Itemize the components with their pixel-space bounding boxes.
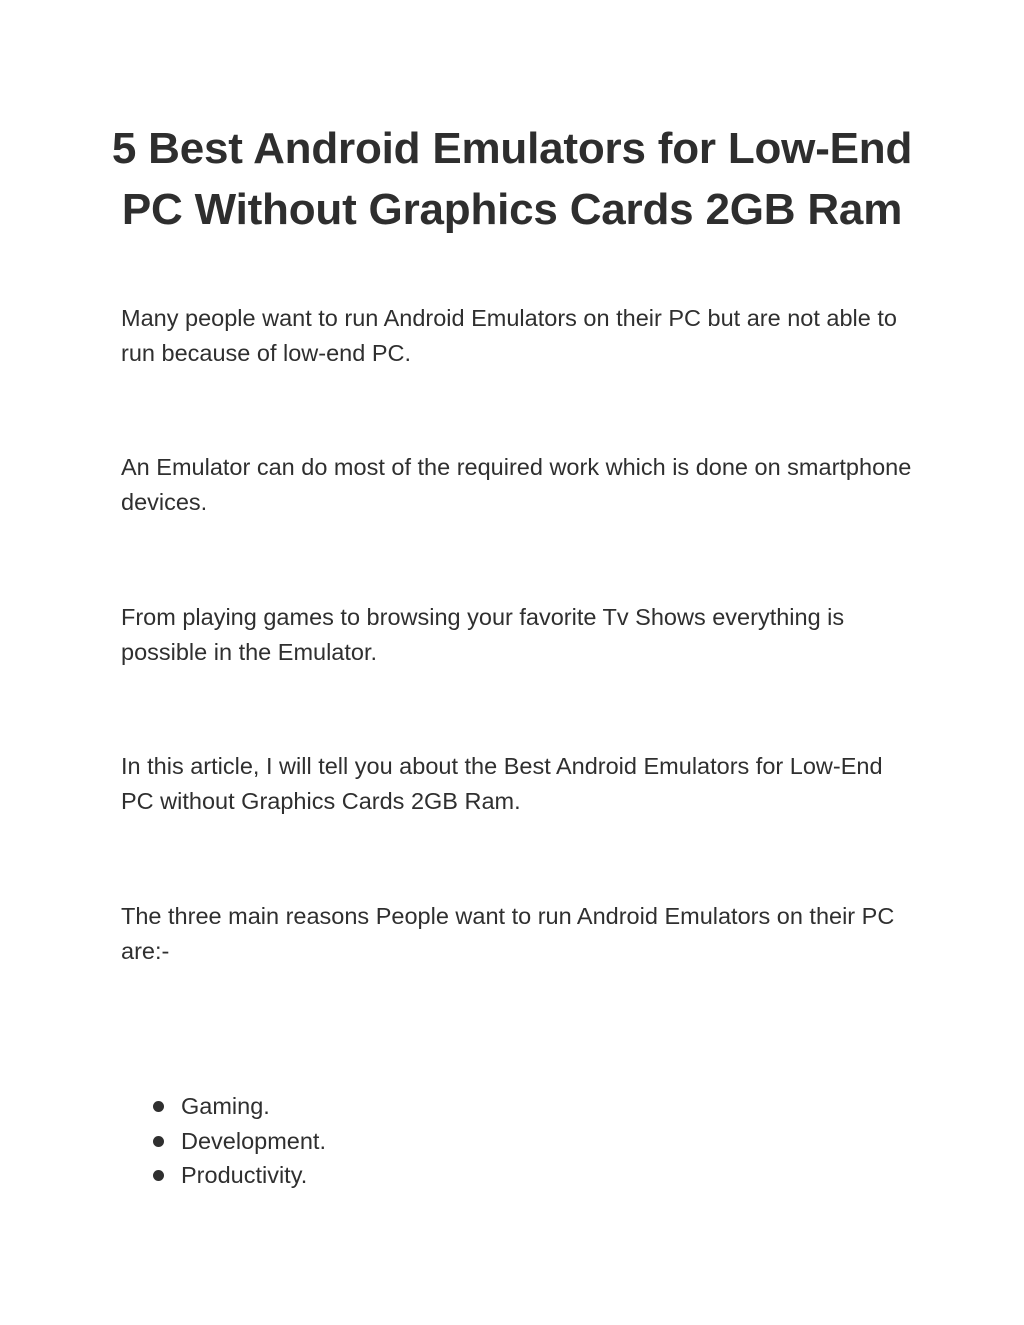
list-item-text: Development. bbox=[181, 1127, 326, 1154]
emulator-uses-paragraph: From playing games to browsing your favorite Tv Shows everything is possible in the Emulator. bbox=[121, 604, 845, 665]
article-purpose-paragraph: In this article, I will tell you about the Best Android Emulators for Low-End PC without Graphics Cards 2GB Ram. bbox=[121, 753, 883, 814]
page-title: 5 Best Android Emulators for Low-End PC Without Graphics Cards 2GB Ram bbox=[111, 124, 913, 234]
emulator-capability-paragraph: An Emulator can do most of the required work which is done on smartphone devices. bbox=[121, 454, 912, 515]
bullet-icon bbox=[153, 1101, 164, 1112]
intro-paragraph: Many people want to run Android Emulators on their PC but are not able to run because of low-end PC. bbox=[121, 305, 897, 366]
bullet-icon bbox=[153, 1136, 164, 1147]
bullet-icon bbox=[153, 1170, 164, 1181]
reasons-intro-paragraph: The three main reasons People want to run Android Emulators on their PC are:- bbox=[121, 903, 895, 964]
list-item-text: Gaming. bbox=[181, 1093, 270, 1119]
list-item-text: Productivity. bbox=[181, 1162, 308, 1188]
